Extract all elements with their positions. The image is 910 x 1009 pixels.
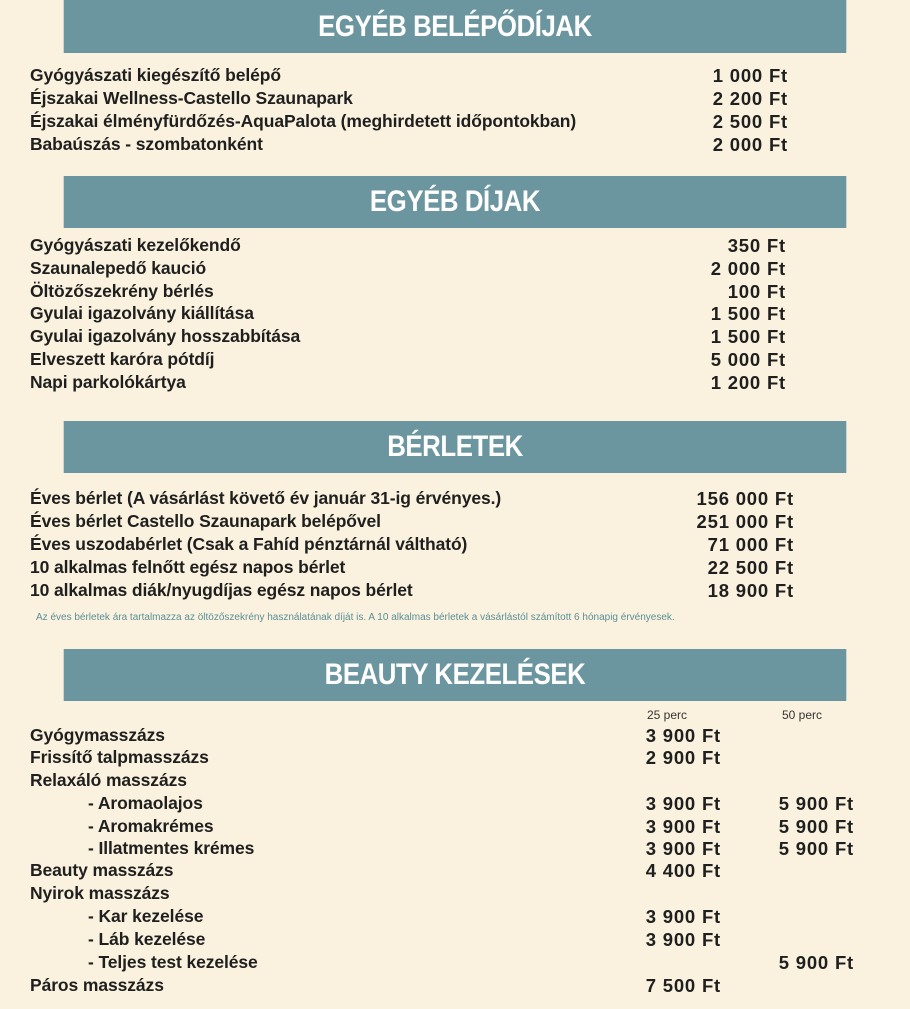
item-price: 2 000 Ft	[710, 258, 786, 279]
item-price: 2 200 Ft	[712, 88, 788, 109]
price-50: 5 900 Ft	[778, 838, 854, 859]
item-price: 1 000 Ft	[712, 65, 788, 86]
price-row	[0, 111, 910, 134]
item-label: - Láb kezelése	[88, 929, 206, 949]
item-price: 2 500 Ft	[712, 111, 788, 132]
price-row	[0, 235, 910, 258]
item-price: 5 000 Ft	[710, 349, 786, 370]
item-label: Öltözőszekrény bérlés	[30, 281, 214, 301]
item-label: Páros masszázs	[30, 975, 164, 995]
price-25: 3 900 Ft	[645, 816, 721, 837]
item-price: 22 500 Ft	[707, 557, 794, 578]
item-price: 350 Ft	[727, 235, 786, 256]
item-label: 10 alkalmas diák/nyugdíjas egész napos bérlet	[30, 580, 413, 600]
price-25: 3 900 Ft	[645, 929, 721, 950]
item-label: Nyirok masszázs	[30, 883, 170, 903]
price-row	[0, 725, 910, 748]
item-price: 1 500 Ft	[710, 303, 786, 324]
price-row	[0, 770, 910, 793]
item-label: - Aromakrémes	[88, 816, 214, 836]
price-row	[0, 65, 910, 88]
price-row	[0, 134, 910, 157]
item-label: Éves uszodabérlet (Csak a Fahíd pénztárnál váltható)	[30, 534, 468, 554]
price-25: 3 900 Ft	[645, 838, 721, 859]
item-label: Babaúszás - szombatonként	[30, 134, 263, 154]
item-label: Napi parkolókártya	[30, 372, 186, 392]
price-row	[0, 793, 910, 816]
berletek-note: Az éves bérletek ára tartalmazza az öltözőszekrény használatának díját is. A 10 alkalmas bérletek a vásárlástól számított 6 hónapig érvényesek.	[36, 612, 675, 623]
price-row	[0, 511, 910, 534]
item-price: 2 000 Ft	[712, 134, 788, 155]
item-price: 251 000 Ft	[696, 511, 794, 532]
section-title: BÉRLETEK	[387, 430, 523, 463]
item-label: Frissítő talpmasszázs	[30, 747, 209, 767]
price-50: 5 900 Ft	[778, 793, 854, 814]
price-row	[0, 557, 910, 580]
item-label: Gyógyászati kiegészítő belépő	[30, 65, 281, 85]
item-label: Éjszakai Wellness-Castello Szaunapark	[30, 88, 353, 108]
item-price: 71 000 Ft	[707, 534, 794, 555]
price-25: 3 900 Ft	[645, 906, 721, 927]
price-25: 4 400 Ft	[645, 860, 721, 881]
price-row	[0, 860, 910, 883]
price-25: 3 900 Ft	[645, 725, 721, 746]
price-row	[0, 258, 910, 281]
price-row	[0, 372, 910, 395]
price-row	[0, 906, 910, 929]
item-label: Gyulai igazolvány hosszabbítása	[30, 326, 301, 346]
item-price: 18 900 Ft	[707, 580, 794, 601]
price-row	[0, 952, 910, 975]
price-row	[0, 747, 910, 770]
item-label: Relaxáló masszázs	[30, 770, 187, 790]
section-title: EGYÉB BELÉPŐDÍJAK	[318, 9, 592, 43]
item-label: - Aromaolajos	[88, 793, 203, 813]
section-title: BEAUTY KEZELÉSEK	[324, 658, 586, 691]
price-50: 5 900 Ft	[778, 952, 854, 973]
price-row	[0, 88, 910, 111]
price-row	[0, 349, 910, 372]
section-header-berletek	[64, 421, 847, 473]
item-label: - Teljes test kezelése	[88, 952, 258, 972]
price-row	[0, 816, 910, 839]
price-row	[0, 975, 910, 998]
item-label: Éjszakai élményfürdőzés-AquaPalota (meghirdetett időpontokban)	[30, 111, 577, 131]
item-price: 156 000 Ft	[696, 488, 794, 509]
price-25: 7 500 Ft	[645, 975, 721, 996]
item-label: 10 alkalmas felnőtt egész napos bérlet	[30, 557, 346, 577]
column-header-25: 25 perc	[647, 708, 688, 722]
price-row	[0, 326, 910, 349]
item-label: Elveszett karóra pótdíj	[30, 349, 215, 369]
section-title: EGYÉB DÍJAK	[369, 185, 541, 218]
item-label: Szaunalepedő kaució	[30, 258, 207, 278]
price-25: 2 900 Ft	[645, 747, 721, 768]
price-row	[0, 534, 910, 557]
item-label: Éves bérlet Castello Szaunapark belépővel	[30, 511, 381, 531]
item-label: Beauty masszázs	[30, 860, 174, 880]
section-header-egyeb-dijak	[64, 176, 847, 228]
item-price: 100 Ft	[727, 281, 786, 302]
price-row	[0, 488, 910, 511]
item-label: Éves bérlet (A vásárlást követő év január 31-ig érvényes.)	[30, 488, 502, 508]
item-label: - Kar kezelése	[88, 906, 204, 926]
price-row	[0, 303, 910, 326]
item-label: Gyógyászati kezelőkendő	[30, 235, 241, 255]
section-header-egyeb-belepodijak	[64, 0, 847, 53]
price-25: 3 900 Ft	[645, 793, 721, 814]
price-row	[0, 281, 910, 304]
price-row	[0, 883, 910, 906]
price-row	[0, 929, 910, 952]
price-50: 5 900 Ft	[778, 816, 854, 837]
item-label: Gyulai igazolvány kiállítása	[30, 303, 254, 323]
item-price: 1 200 Ft	[710, 372, 786, 393]
item-label: - Illatmentes krémes	[88, 838, 255, 858]
price-row	[0, 838, 910, 861]
column-header-50: 50 perc	[782, 708, 823, 722]
item-label: Gyógymasszázs	[30, 725, 165, 745]
section-header-beauty	[64, 649, 847, 701]
item-price: 1 500 Ft	[710, 326, 786, 347]
price-row	[0, 580, 910, 603]
